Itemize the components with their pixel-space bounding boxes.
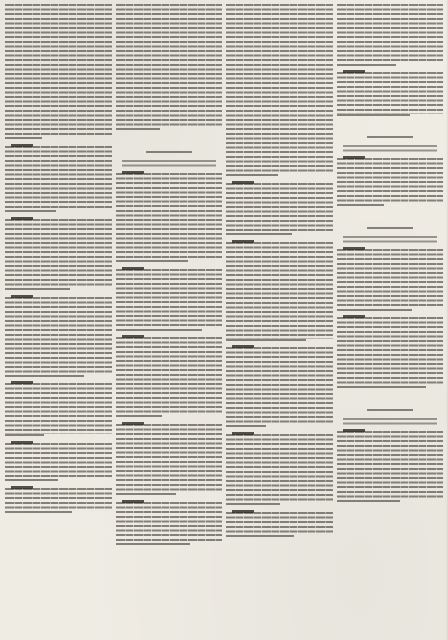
text-lines: [226, 434, 333, 503]
text-line-end: [226, 233, 292, 235]
text-line-end: [226, 174, 278, 176]
text-line-end: [5, 210, 56, 212]
article-paragraph: [337, 315, 444, 388]
article-paragraph: [226, 181, 333, 236]
text-lines: [337, 249, 444, 309]
article-paragraph: [5, 217, 112, 290]
text-line-end: [5, 288, 70, 290]
text-lines: [337, 72, 444, 113]
text-line-end: [5, 137, 42, 139]
text-line-end: [5, 375, 84, 377]
text-lines: [116, 337, 223, 415]
text-line-end: [5, 434, 44, 436]
text-column-2: [116, 4, 223, 634]
text-lines: [5, 443, 112, 480]
text-lines: [226, 183, 333, 234]
chapter-subtitle: [122, 160, 216, 169]
article-paragraph: [5, 144, 112, 212]
text-lines: [5, 297, 112, 375]
text-lines: [337, 317, 444, 386]
text-line-end: [116, 493, 177, 495]
text-line-end: [337, 386, 426, 388]
text-line-end: [116, 128, 161, 130]
text-lines: [5, 488, 112, 511]
body-paragraph: [337, 4, 444, 66]
text-line-end: [5, 479, 58, 481]
article-paragraph: [5, 295, 112, 377]
article-paragraph: [226, 510, 333, 537]
article-paragraph: [226, 432, 333, 505]
text-lines: [116, 424, 223, 493]
text-line-end: [337, 114, 410, 116]
text-line-end: [226, 425, 266, 427]
text-lines: [116, 269, 223, 329]
text-column-3: [226, 4, 333, 634]
chapter-subtitle: [343, 418, 437, 427]
text-lines: [226, 512, 333, 535]
text-line-end: [116, 415, 163, 417]
text-line-end: [5, 511, 72, 513]
article-paragraph: [5, 381, 112, 436]
text-line-end: [337, 500, 401, 502]
chapter-title: [367, 129, 413, 138]
text-lines: [116, 4, 223, 128]
text-lines: [226, 242, 333, 339]
text-lines: [337, 431, 444, 500]
text-lines: [5, 383, 112, 434]
body-paragraph: [5, 4, 112, 139]
text-line-end: [226, 503, 280, 505]
article-paragraph: [116, 171, 223, 262]
article-paragraph: [116, 335, 223, 417]
text-line-end: [116, 260, 188, 262]
text-column-4: [337, 4, 444, 634]
text-columns: [5, 4, 443, 634]
text-lines: [226, 347, 333, 425]
article-paragraph: [5, 441, 112, 482]
text-line-end: [337, 204, 385, 206]
article-paragraph: [116, 267, 223, 331]
text-lines: [337, 158, 444, 204]
text-column-1: [5, 4, 112, 634]
chapter-title: [146, 144, 192, 153]
text-line-end: [337, 64, 397, 66]
article-paragraph: [5, 486, 112, 513]
text-lines: [226, 4, 333, 174]
text-lines: [5, 4, 112, 137]
text-lines: [5, 146, 112, 210]
chapter-title: [367, 402, 413, 411]
text-lines: [116, 502, 223, 543]
article-paragraph: [116, 422, 223, 495]
chapter-heading: [337, 393, 444, 429]
chapter-heading: [337, 211, 444, 247]
body-paragraph: [116, 4, 223, 130]
chapter-subtitle: [343, 145, 437, 154]
text-lines: [5, 219, 112, 288]
article-paragraph: [116, 500, 223, 545]
text-line-end: [337, 309, 413, 311]
article-paragraph: [337, 429, 444, 502]
text-line-end: [226, 535, 294, 537]
text-line-end: [116, 329, 202, 331]
chapter-title: [367, 220, 413, 229]
text-lines: [337, 4, 444, 64]
chapter-heading: [116, 135, 223, 171]
article-paragraph: [226, 240, 333, 341]
chapter-subtitle: [343, 236, 437, 245]
text-line-end: [116, 543, 191, 545]
article-paragraph: [337, 156, 444, 206]
article-paragraph: [337, 247, 444, 311]
body-paragraph: [226, 4, 333, 176]
article-paragraph: [337, 70, 444, 115]
chapter-heading: [337, 120, 444, 156]
text-line-end: [226, 339, 306, 341]
article-paragraph: [226, 345, 333, 427]
text-lines: [116, 173, 223, 260]
